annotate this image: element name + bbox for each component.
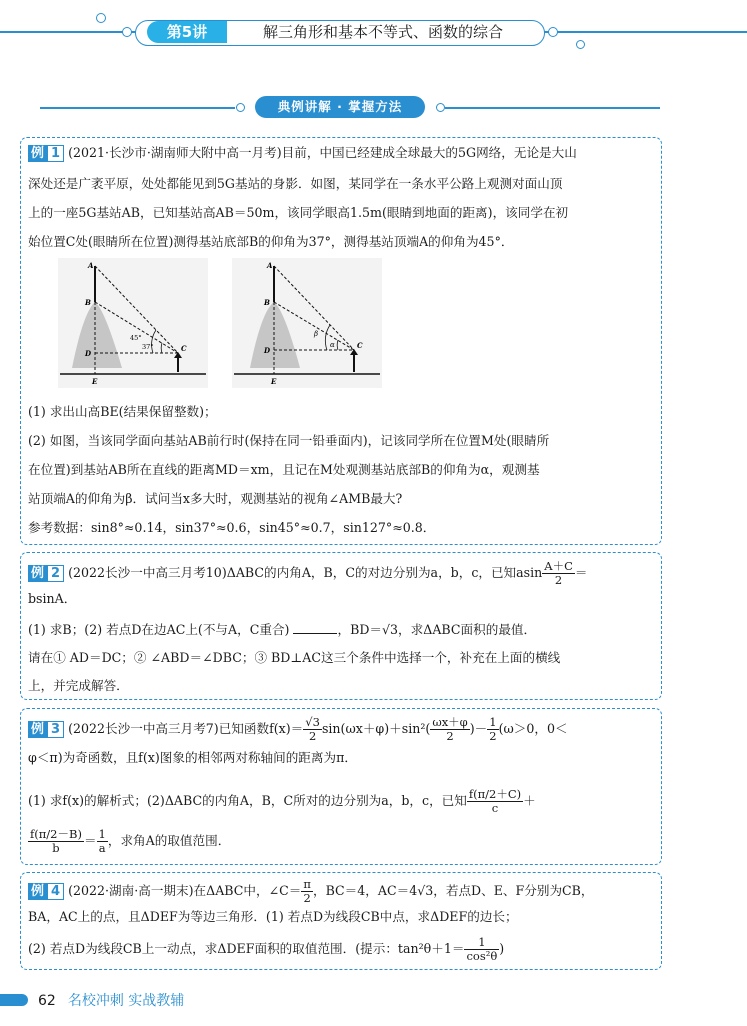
example-4-line-3: (2) 若点D为线段CB上一动点，求ΔDEF面积的取值范围．(提示：tan²θ＋1＝ $\frac{1}{\text{cos²θ}}$ ): [28, 935, 505, 963]
fig-angle-37: 37°: [142, 343, 154, 351]
example-1-question-1: (1) 求出山高BE(结果保留整数)；: [28, 404, 217, 419]
lecture-title: 解三角形和基本不等式、函数的综合: [262, 23, 503, 41]
section-badge: 典例讲解 · 掌握方法: [255, 96, 425, 118]
example-1-line-2: 深处还是广袤平原，处处都能见到5G基站的身影．如图，某同学在一条水平公路上观测对面山顶: [28, 176, 563, 191]
footer: [38, 990, 184, 1010]
fig-label-c: C: [357, 341, 363, 350]
example-1-reference-data: 参考数据：sin8°≈0.14，sin37°≈0.6，sin45°≈0.7，sin127°≈0.8．: [28, 520, 436, 535]
fig-label-b: B: [264, 298, 270, 307]
fig-angle-alpha: α: [330, 341, 335, 349]
section-rule-left: [40, 107, 235, 109]
example-2-line-2: bsinA．: [28, 591, 77, 606]
header-circle-decor: [548, 27, 558, 37]
example-2-line-3: (1) 求B；(2) 若点D在边AC上(不与A，C重合) ，BD＝√3，求ΔABC面积的最值．: [28, 622, 537, 637]
example-1-figure-right: [232, 258, 382, 388]
fig-label-b: B: [85, 298, 91, 307]
example-3-tag: 例 3: [28, 721, 64, 738]
book-title: 名校冲刺 实战教辅: [67, 993, 185, 1009]
page-number: 62: [38, 993, 56, 1009]
fig-angle-45: 45°: [130, 334, 142, 342]
fig-angle-beta: β: [314, 330, 319, 338]
header-circle-decor: [576, 40, 585, 49]
example-4-line-2: BA，AC上的点，且ΔDEF为等边三角形．(1) 若点D为线段CB中点，求ΔDEF的边长；: [28, 909, 518, 924]
header-circle-decor: [96, 13, 106, 23]
example-3-line-1: 例 3 (2022长沙一中高三月考7)已知函数f(x)＝ $\frac{√3}{2}$ sin(ωx＋φ)＋sin²( $\frac{\omega x+\varphi}{2}$ )－ $\frac{1}{2}$ (ω＞0，0＜: [28, 716, 568, 743]
example-2-tag: 例 2: [28, 565, 64, 582]
example-2-line-5: 上，并完成解答．: [28, 678, 129, 693]
example-1-line-3: 上的一座5G基站AB，已知基站高AB＝50m，该同学眼高1.5m(眼睛到地面的距离)，该同学在初: [28, 205, 569, 220]
fig-label-a: A: [88, 261, 94, 270]
example-1-line-4: 始位置C处(眼睛所在位置)测得基站底部B的仰角为37°，测得基站顶端A的仰角为45°．: [28, 234, 514, 249]
example-1-line-1: 例 1 (2021·长沙市·湖南师大附中高一月考)目前，中国已经建成全球最大的5G网络，无论是大山: [28, 145, 577, 162]
fig-label-a: A: [267, 261, 273, 270]
fig-label-d: D: [264, 346, 271, 355]
fig-label-d: D: [85, 349, 92, 358]
example-2-line-4: 请在① AD＝DC；② ∠ABD＝∠DBC；③ BD⊥AC这三个条件中选择一个，补充在上面的横线: [28, 650, 561, 665]
lecture-tag: 第5讲: [147, 21, 227, 43]
example-1-tag: 例 1: [28, 145, 64, 162]
section-rule-right: [445, 107, 660, 109]
fig-label-e: E: [92, 377, 98, 386]
fraction-a-plus-c-over-2: $\frac{A+C}{2}$: [544, 559, 573, 587]
example-3-line-3: (1) 求f(x)的解析式；(2)ΔABC的内角A，B，C所对的边分别为a，b，c，已知 $\frac{f(\pi/2+C)}{c}$ ＋: [28, 787, 536, 815]
example-1-question-2c: 站顶端A的仰角为β．试问当x多大时，观测基站的视角∠AMB最大?: [28, 491, 403, 506]
example-1-question-2a: (2) 如图，当该同学面向基站AB前行时(保持在同一铅垂面内)，记该同学所在位置M处(眼睛所: [28, 433, 550, 448]
fill-in-blank: [293, 621, 337, 634]
fig-label-e: E: [271, 377, 277, 386]
example-4-tag: 例 4: [28, 883, 64, 900]
footer-bar: [0, 994, 28, 1006]
section-circle-decor: [436, 103, 445, 112]
example-3-line-2: φ＜π)为奇函数，且f(x)图象的相邻两对称轴间的距离为π．: [28, 750, 357, 765]
example-3-line-4: $\frac{f(\pi/2-B)}{b}$ ＝ $\frac{1}{a}$ ，求角A的取值范围．: [30, 827, 231, 855]
example-1-figure-left: [58, 258, 208, 388]
fig-label-c: C: [181, 344, 187, 353]
header-circle-decor: [122, 27, 132, 37]
example-1-question-2b: 在位置)到基站AB所在直线的距离MD＝xm，且记在M处观测基站底部B的仰角为α，观测基: [28, 462, 540, 477]
section-circle-decor: [236, 103, 245, 112]
example-2-line-1: 例 2 (2022长沙一中高三月考10)ΔABC的内角A，B，C的对边分别为a，b，c，已知asin $\frac{A+C}{2}$ ＝: [28, 560, 587, 587]
example-4-line-1: 例 4 (2022·湖南·高一期末)在ΔABC中，∠C＝ $\frac{\pi}{2}$ ，BC＝4，AC＝4√3，若点D、E、F分别为CB，: [28, 878, 594, 905]
